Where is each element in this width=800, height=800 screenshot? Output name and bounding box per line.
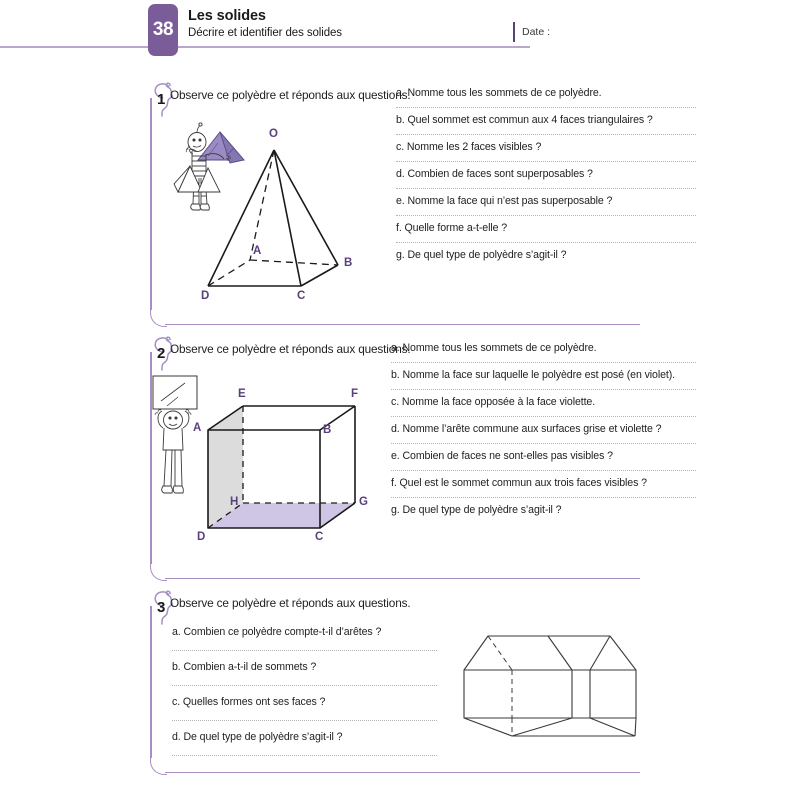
- question-text: d. Combien de faces sont superposables ?: [396, 168, 593, 180]
- exercise-1-question-list: [396, 87, 696, 262]
- answer-line[interactable]: [391, 443, 696, 444]
- answer-line[interactable]: [172, 650, 437, 651]
- vertex-label-D: D: [197, 531, 206, 543]
- exercise-3-divider: [165, 772, 640, 773]
- page-title: Les solides: [188, 8, 266, 24]
- question-item: [391, 369, 696, 390]
- exercise-2-figure: [145, 368, 385, 558]
- question-item: [172, 661, 437, 686]
- exercise-1-number: 1: [157, 91, 166, 108]
- question-text: b. Nomme la face sur laquelle le polyèdre est posé (en violet).: [391, 369, 675, 381]
- answer-line[interactable]: [396, 242, 696, 243]
- square-pyramid-icon: [208, 150, 338, 286]
- question-text: c. Quelles formes ont ses faces ?: [172, 696, 326, 708]
- question-item: [391, 396, 696, 417]
- question-text: g. De quel type de polyèdre s’agit-il ?: [391, 504, 562, 516]
- vertex-label-D: D: [201, 290, 210, 302]
- question-item: [172, 696, 437, 721]
- question-text: a. Nomme tous les sommets de ce polyèdre.: [391, 342, 597, 354]
- page-number-badge: 38: [148, 4, 178, 56]
- answer-line[interactable]: [391, 416, 696, 417]
- question-item: [391, 450, 696, 471]
- exercise-3-question-list: [172, 626, 437, 766]
- question-text: b. Quel sommet est commun aux 4 faces triangulaires ?: [396, 114, 653, 126]
- answer-line[interactable]: [391, 497, 696, 498]
- answer-line[interactable]: [172, 685, 437, 686]
- answer-line[interactable]: [396, 107, 696, 108]
- vertex-label-B: B: [344, 257, 353, 269]
- question-text: a. Nomme tous les sommets de ce polyèdre.: [396, 87, 602, 99]
- vertex-label-O: O: [269, 128, 278, 140]
- question-text: f. Quel est le sommet commun aux trois faces visibles ?: [391, 477, 647, 489]
- question-item: [391, 423, 696, 444]
- question-item: [396, 195, 696, 216]
- exercise-2-instruction: Observe ce polyèdre et réponds aux questions.: [170, 342, 411, 356]
- hexagonal-prism-icon: [450, 618, 680, 763]
- exercise-3-instruction: Observe ce polyèdre et réponds aux questions.: [170, 596, 411, 610]
- exercise-1-spine: [150, 98, 152, 310]
- exercise-2-divider: [165, 578, 640, 579]
- answer-line[interactable]: [396, 188, 696, 189]
- vertex-label-A: A: [253, 245, 262, 257]
- question-text: d. Nomme l’arête commune aux surfaces grise et violette ?: [391, 423, 662, 435]
- header-rule: [0, 46, 530, 48]
- answer-line[interactable]: [396, 134, 696, 135]
- question-item: [172, 731, 437, 756]
- question-text: c. Nomme la face opposée à la face violette.: [391, 396, 596, 408]
- question-text: d. De quel type de polyèdre s’agit-il ?: [172, 731, 343, 743]
- mascot-child-icon: [174, 123, 244, 210]
- exercise-1-figure: [168, 110, 393, 310]
- date-divider: [513, 22, 515, 42]
- question-text: a. Combien ce polyèdre compte-t-il d’arêtes ?: [172, 626, 382, 638]
- exercise-1-instruction: Observe ce polyèdre et réponds aux questions.: [170, 88, 411, 102]
- header-title-block: [188, 8, 342, 41]
- answer-line[interactable]: [172, 755, 437, 756]
- question-item: [396, 141, 696, 162]
- page-subtitle: Décrire et identifier des solides: [188, 27, 342, 39]
- vertex-label-A: A: [193, 422, 202, 434]
- question-item: [396, 222, 696, 243]
- question-item: [396, 249, 696, 262]
- question-text: e. Combien de faces ne sont-elles pas visibles ?: [391, 450, 613, 462]
- question-text: c. Nomme les 2 faces visibles ?: [396, 141, 542, 153]
- exercise-3-number: 3: [157, 599, 166, 616]
- question-item: [172, 626, 437, 651]
- mascot-child-icon: [153, 376, 197, 493]
- question-item: [396, 168, 696, 189]
- exercise-2-number: 2: [157, 345, 166, 362]
- vertex-label-F: F: [351, 388, 359, 400]
- exercise-3-spine: [150, 606, 152, 758]
- question-text: b. Combien a-t-il de sommets ?: [172, 661, 317, 673]
- question-item: [391, 342, 696, 363]
- cube-icon: [208, 406, 355, 528]
- answer-line[interactable]: [396, 161, 696, 162]
- answer-line[interactable]: [391, 389, 696, 390]
- question-text: e. Nomme la face qui n’est pas superposable ?: [396, 195, 613, 207]
- question-item: [391, 477, 696, 498]
- answer-line[interactable]: [391, 470, 696, 471]
- exercise-3-figure: [450, 618, 680, 763]
- vertex-label-E: E: [238, 388, 246, 400]
- date-label: Date :: [522, 26, 551, 38]
- vertex-label-B: B: [323, 424, 332, 436]
- question-item: [396, 114, 696, 135]
- answer-line[interactable]: [396, 215, 696, 216]
- question-text: f. Quelle forme a-t-elle ?: [396, 222, 508, 234]
- answer-line[interactable]: [172, 720, 437, 721]
- exercise-2-question-list: [391, 342, 696, 517]
- vertex-label-H: H: [230, 496, 239, 508]
- page-header: [0, 0, 800, 62]
- vertex-label-C: C: [315, 531, 324, 543]
- exercise-1-divider: [165, 324, 640, 325]
- answer-line[interactable]: [391, 362, 696, 363]
- question-text: g. De quel type de polyèdre s’agit-il ?: [396, 249, 567, 261]
- vertex-label-G: G: [359, 496, 368, 508]
- question-item: [396, 87, 696, 108]
- vertex-label-C: C: [297, 290, 306, 302]
- question-item: [391, 504, 696, 517]
